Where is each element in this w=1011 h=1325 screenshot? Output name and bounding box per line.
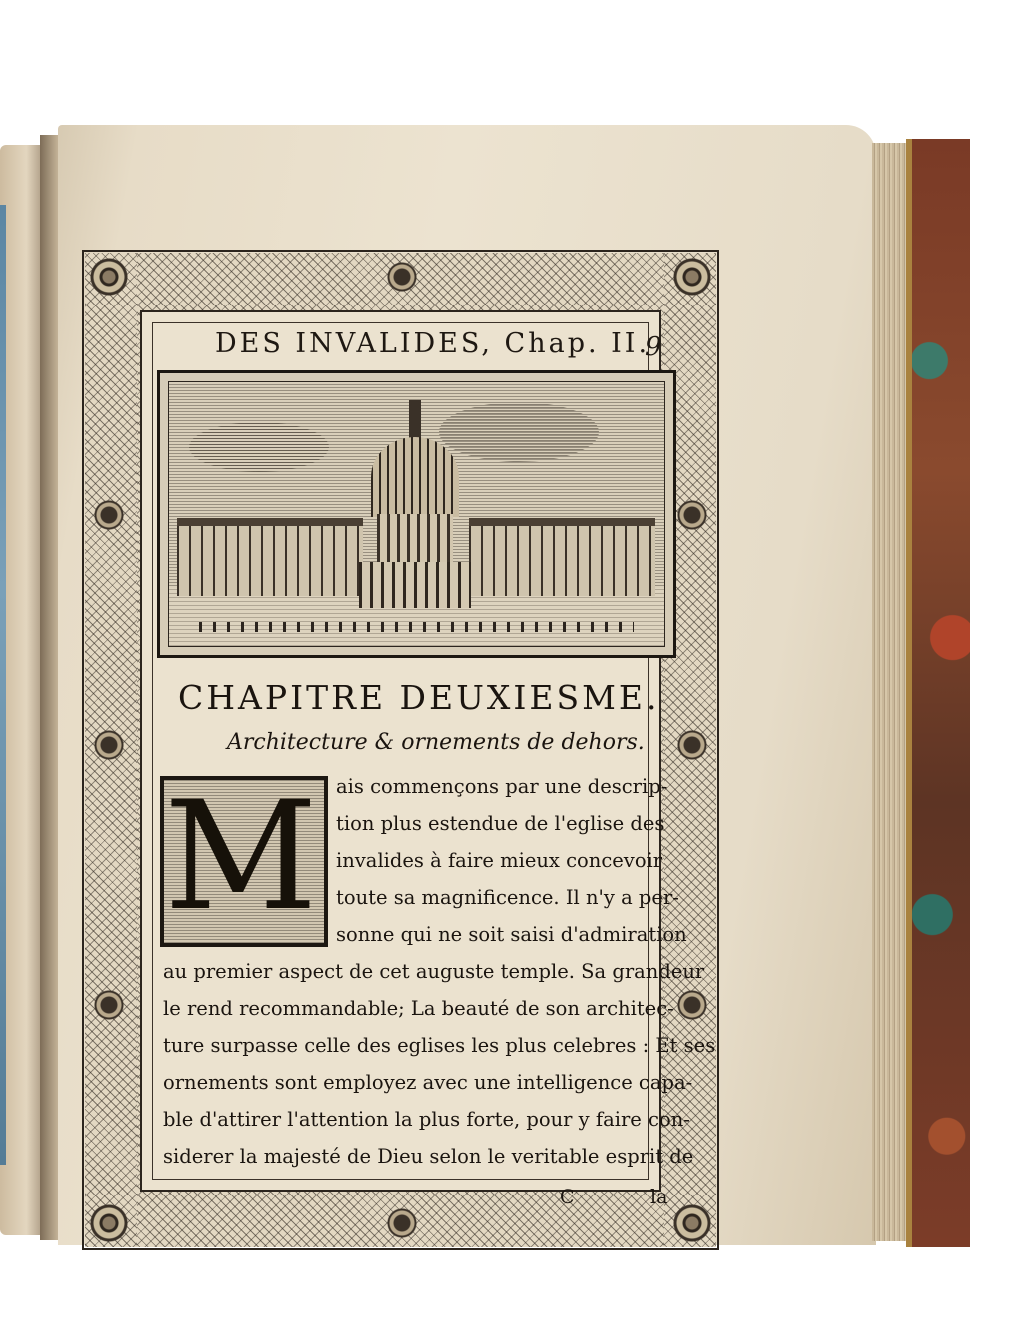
dome-lantern: [409, 400, 421, 440]
urn-icon: [387, 1208, 417, 1238]
text-line: tion plus estendue de l'eglise des: [336, 812, 665, 835]
text-line: ture surpasse celle des eglises les plus celebres : Et ses: [163, 1034, 716, 1057]
text-line: au premier aspect de cet auguste temple. Sa grandeur: [163, 960, 705, 983]
cloud-icon: [189, 422, 329, 472]
page-fore-edge: [872, 143, 908, 1241]
left-wing-building: [177, 518, 363, 596]
trophy-icon: [94, 990, 124, 1020]
text-line: toute sa magnificence. Il n'y a per-: [336, 886, 679, 909]
catchword: la: [650, 1186, 668, 1208]
cross-icon: [677, 730, 707, 760]
invalides-engraving: [157, 370, 676, 658]
cloud-icon: [439, 402, 599, 462]
text-line: siderer la majesté de Dieu selon le veritable esprit de: [163, 1145, 694, 1168]
dome-icon: [371, 437, 459, 517]
cherub-corner-icon: [669, 1200, 715, 1246]
text-line: ble d'attirer l'attention la plus forte, pour y faire con-: [163, 1108, 690, 1131]
page-number: 9: [645, 332, 662, 362]
chapter-subtitle: Architecture & ornements de dehors.: [227, 730, 645, 755]
cherub-corner-icon: [669, 254, 715, 300]
initial-letter: M: [164, 770, 318, 944]
signature-mark: C: [560, 1186, 575, 1208]
text-line: sonne qui ne soit saisi d'admiration: [336, 923, 687, 946]
chapter-title: CHAPITRE DEUXIESME.: [178, 678, 660, 717]
trophy-icon: [677, 990, 707, 1020]
text-line: invalides à faire mieux concevoir: [336, 849, 663, 872]
dome-drum: [377, 514, 453, 564]
running-head: DES INVALIDES, Chap. II.: [215, 328, 651, 359]
church-facade: [359, 562, 471, 608]
text-line: ornements sont employez avec une intelligence capa-: [163, 1071, 693, 1094]
courtyard-figures: [199, 622, 634, 632]
left-page-blue-edge: [0, 205, 6, 1165]
decorated-initial: [160, 770, 328, 947]
lamp-icon: [677, 500, 707, 530]
cherub-corner-icon: [86, 254, 132, 300]
right-wing-building: [469, 518, 655, 596]
text-line: ais commençons par une descrip-: [336, 775, 668, 798]
text-line: le rend recommandable; La beauté de son architec-: [163, 997, 674, 1020]
lamp-icon: [94, 500, 124, 530]
cherub-corner-icon: [86, 1200, 132, 1246]
urn-icon: [387, 262, 417, 292]
engraving-scene: [168, 381, 665, 647]
marbled-cover: [906, 139, 970, 1247]
cross-icon: [94, 730, 124, 760]
